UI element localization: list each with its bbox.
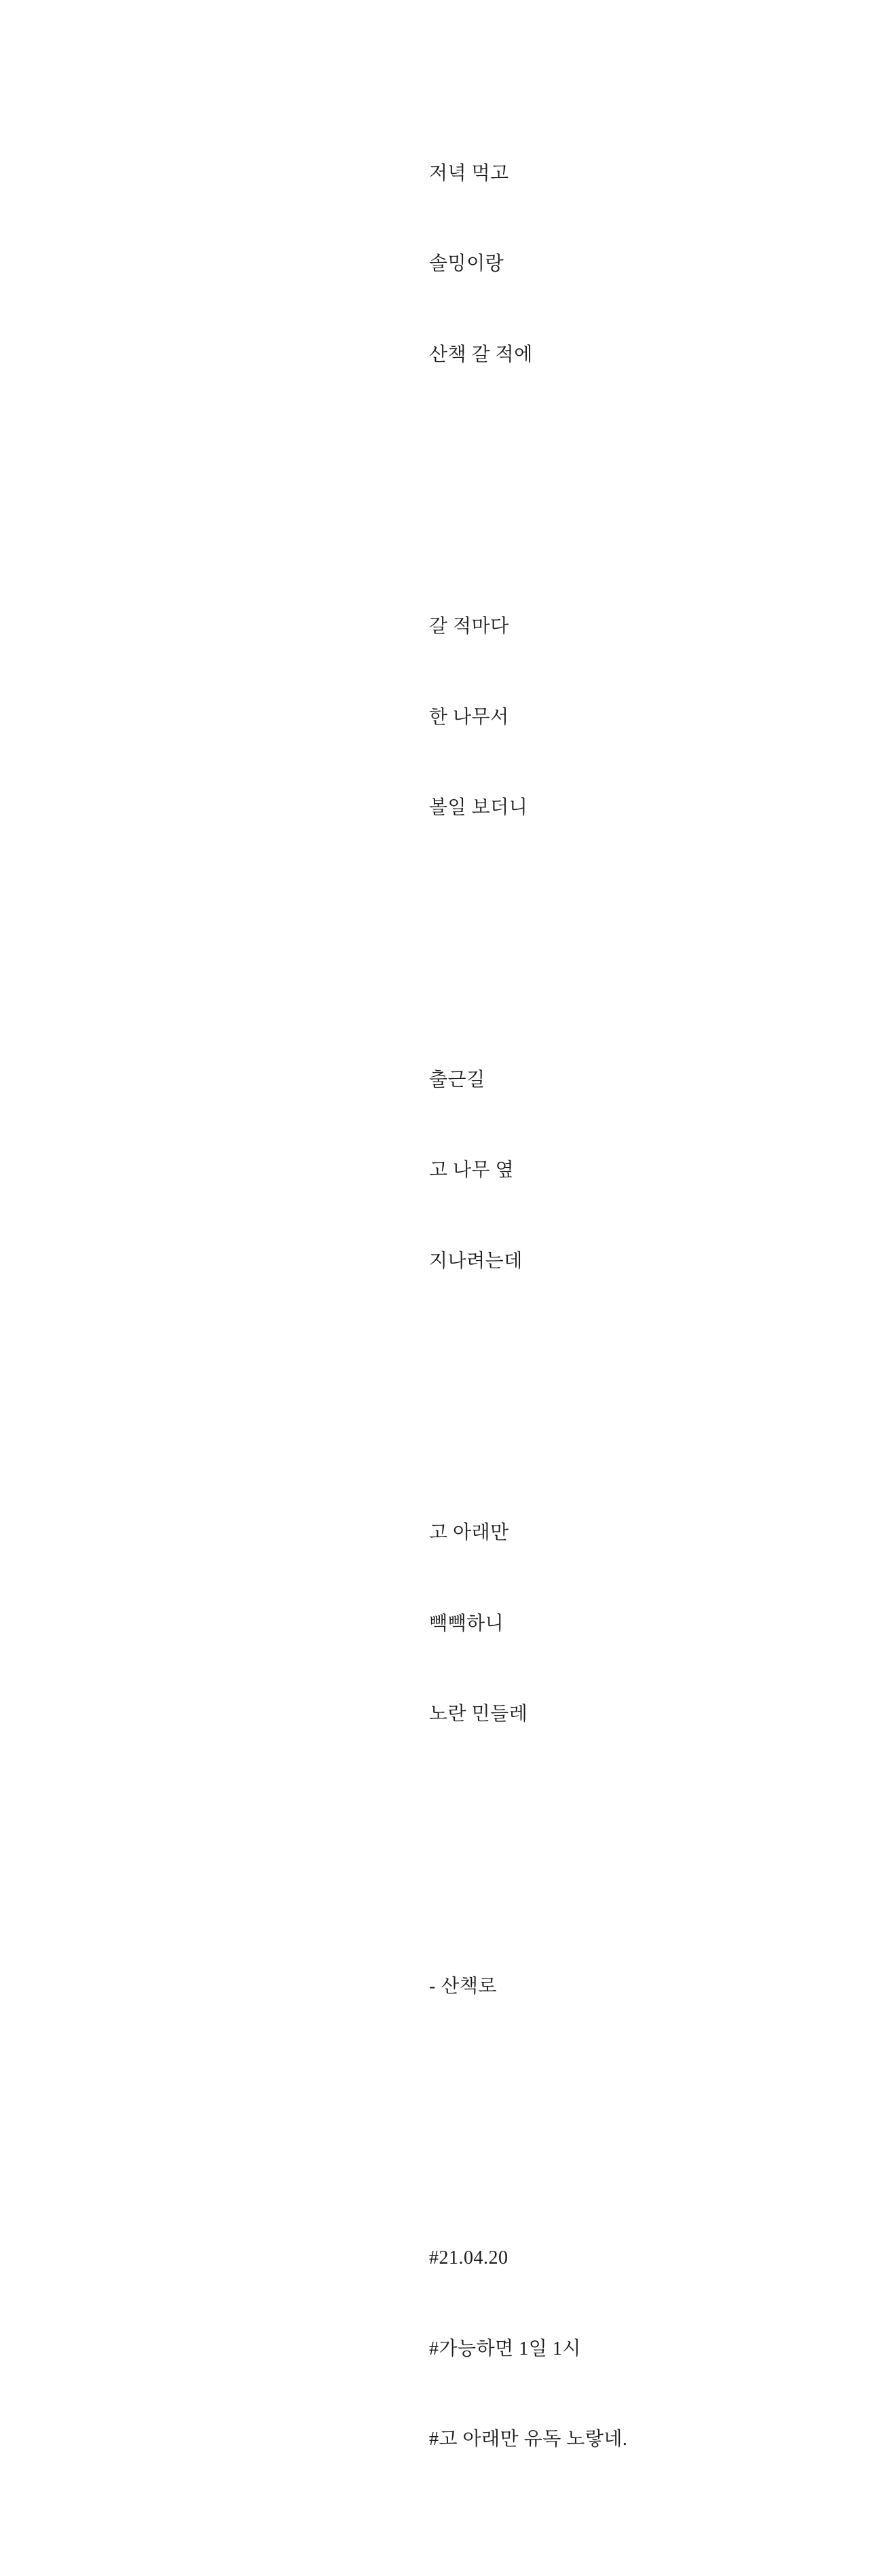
poem-hashtags: [429, 2183, 627, 2516]
hashtag-date: #21.04.20: [429, 2247, 509, 2268]
poem-line: 갈 적마다: [429, 616, 509, 637]
poem-signature-block: [429, 1911, 627, 2063]
poem-line: 노란 민들레: [429, 1704, 528, 1725]
poem-signature: - 산책로: [429, 1975, 497, 1997]
poem-stanza-4: [429, 1458, 627, 1790]
poem-line: 고 나무 옆: [429, 1160, 515, 1181]
poem-line: 고 아래만: [429, 1522, 509, 1543]
poem-line: 출근길: [429, 1069, 485, 1090]
poem-line: 솔밍이랑: [429, 253, 504, 274]
poem-line: 저녁 먹고: [429, 162, 509, 184]
poem-stanza-1: [429, 98, 627, 431]
poem-stanza-3: [429, 1005, 627, 1338]
poem-line: 볼일 보더니: [429, 797, 528, 818]
poem-line: 지나려는데: [429, 1250, 523, 1272]
hashtag-line: #가능하면 1일 1시: [429, 2338, 581, 2359]
poem-line: 빽빽하니: [429, 1613, 504, 1634]
poem-text: [429, 7, 627, 2576]
poem-line: 산책 갈 적에: [429, 344, 533, 365]
hashtag-line: #고 아래만 유독 노랗네.: [429, 2429, 628, 2450]
poem-line: 한 나무서: [429, 706, 509, 728]
poem-stanza-2: [429, 551, 627, 884]
